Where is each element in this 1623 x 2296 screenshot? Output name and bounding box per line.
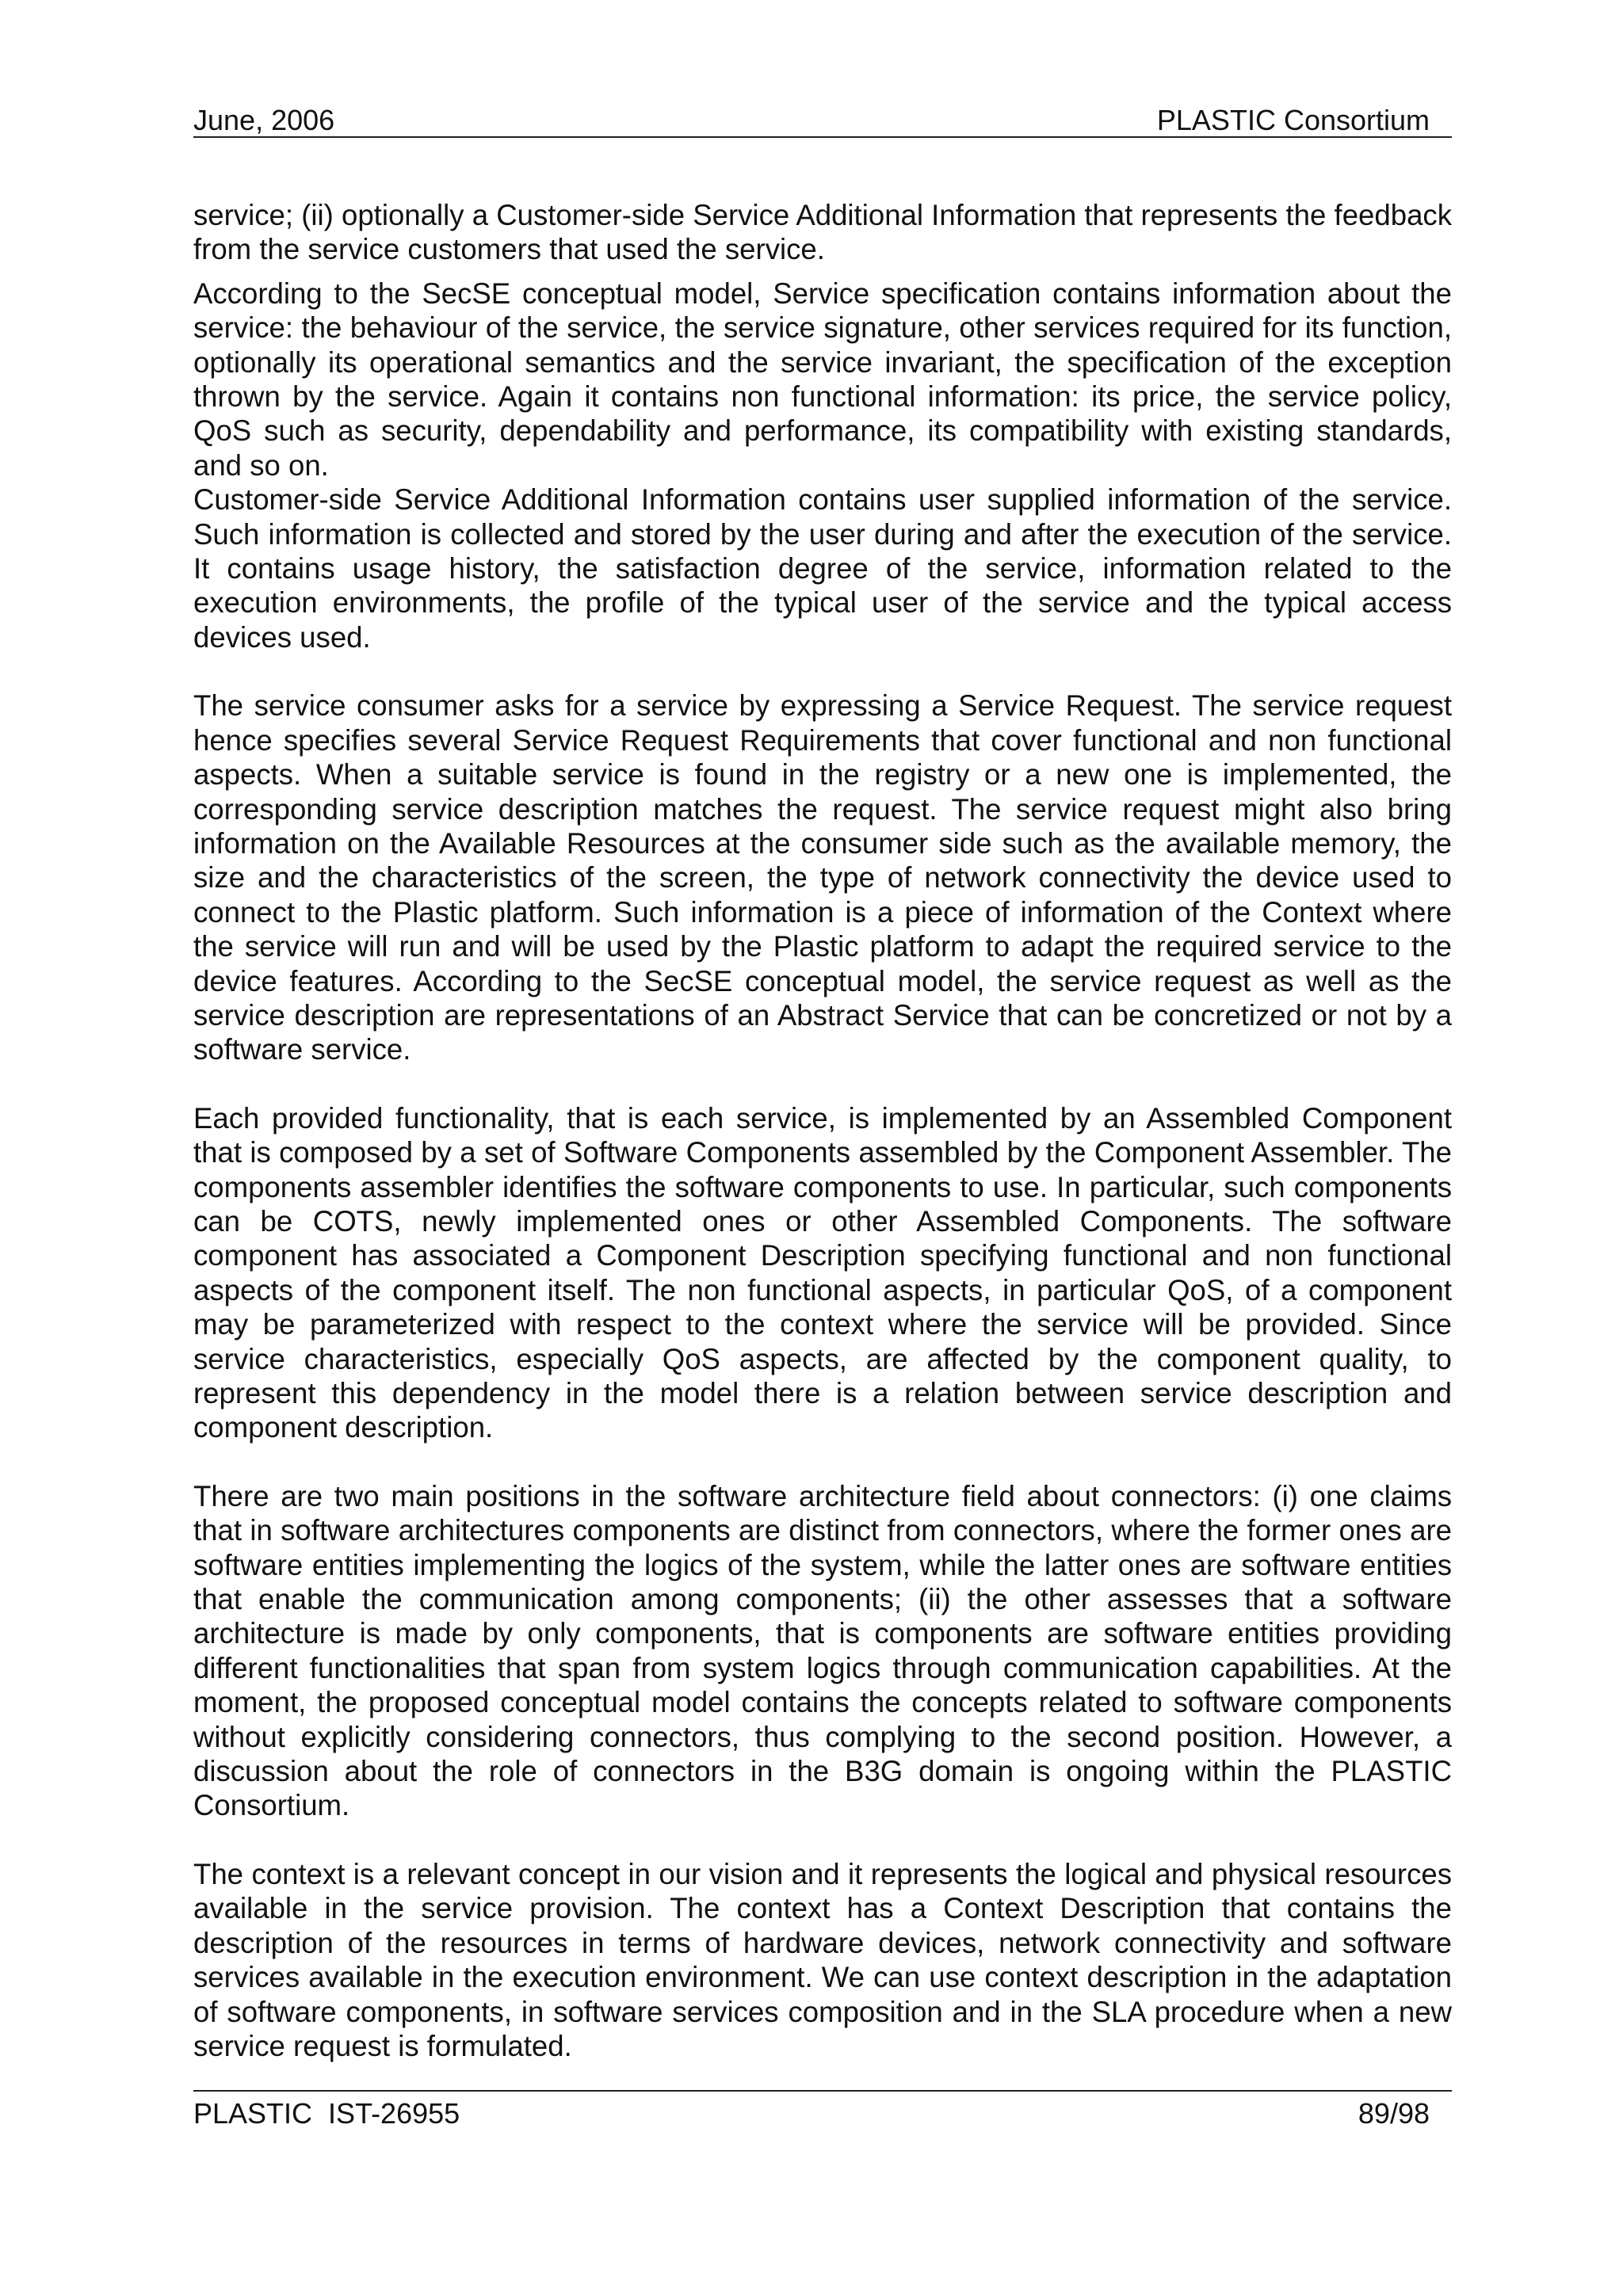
header-organization: PLASTIC Consortium (1156, 104, 1430, 136)
header-date: June, 2006 (193, 104, 335, 136)
page-footer (193, 2090, 1452, 2130)
document-body (193, 198, 1452, 2063)
paragraph-assembled-component: Each provided functionality, that is each service, is implemented by an Assembled Component that is composed by a set of Software Components assembled by the Component Assembler. The components assembler identifies the software components to use. In particular, such components can be COTS, newly implemented ones or other Assembled Components. The software component has associated a Component Description specifying functional and non functional aspects of the component itself. The non functional aspects, in particular QoS, of a component may be parameterized with respect to the context where the service will be provided. Since service characteristics, especially QoS aspects, are affected by the component quality, to represent this dependency in the model there is a relation between service description and component description. (193, 1101, 1452, 1444)
paragraph-service-specification: According to the SecSE conceptual model, Service specification contains information about the service: the behaviour of the service, the service signature, other services required for its function, optionally its operational semantics and the service invariant, the specification of the exception thrown by the service. Again it contains non functional information: its price, the service policy, QoS such as security, dependability and performance, its compatibility with existing standards, and so on. (193, 277, 1452, 482)
paragraph-context: The context is a relevant concept in our vision and it represents the logical and physical resources available in the service provision. The context has a Context Description that contains the description of the resources in terms of hardware devices, network connectivity and software services available in the execution environment. We can use context description in the adaptation of software components, in software services composition and in the SLA procedure when a new service request is formulated. (193, 1857, 1452, 2062)
paragraph-service-continuation: service; (ii) optionally a Customer-side Service Additional Information that represents the feedback from the service customers that used the service. (193, 199, 1452, 266)
footer-project-id: PLASTIC IST-26955 (193, 2097, 460, 2130)
footer-page-number: 89/98 (1358, 2097, 1430, 2130)
paragraph-customer-side-info: Customer-side Service Additional Information contains user supplied information of the service. Such information is collected and stored by the user during and after the execution of the service. It contains usage history, the satisfaction degree of the service, information related to the execution environments, the profile of the typical user of the service and the typical access devices used. (193, 483, 1452, 654)
paragraph-connectors: There are two main positions in the software architecture field about connectors: (i) one claims that in software architectures components are distinct from connectors, where the former ones are software entities implementing the logics of the system, while the latter ones are software entities that enable the communication among components; (ii) the other assesses that a software architecture is made by only components, that is components are software entities providing different functionalities that span from system logics through communication capabilities. At the moment, the proposed conceptual model contains the concepts related to software components without explicitly considering connectors, thus complying to the second position. However, a discussion about the role of connectors in the B3G domain is ongoing within the PLASTIC Consortium. (193, 1479, 1452, 1822)
page-header (193, 98, 1452, 138)
paragraph-service-request: The service consumer asks for a service by expressing a Service Request. The service request hence specifies several Service Request Requirements that cover functional and non functional aspects. When a suitable service is found in the registry or a new one is implemented, the corresponding service description matches the request. The service request might also bring information on the Available Resources at the consumer side such as the available memory, the size and the characteristics of the screen, the type of network connectivity the device used to connect to the Plastic platform. Such information is a piece of information of the Context where the service will run and will be used by the Plastic platform to adapt the required service to the device features. According to the SecSE conceptual model, the service request as well as the service description are representations of an Abstract Service that can be concretized or not by a software service. (193, 689, 1452, 1066)
